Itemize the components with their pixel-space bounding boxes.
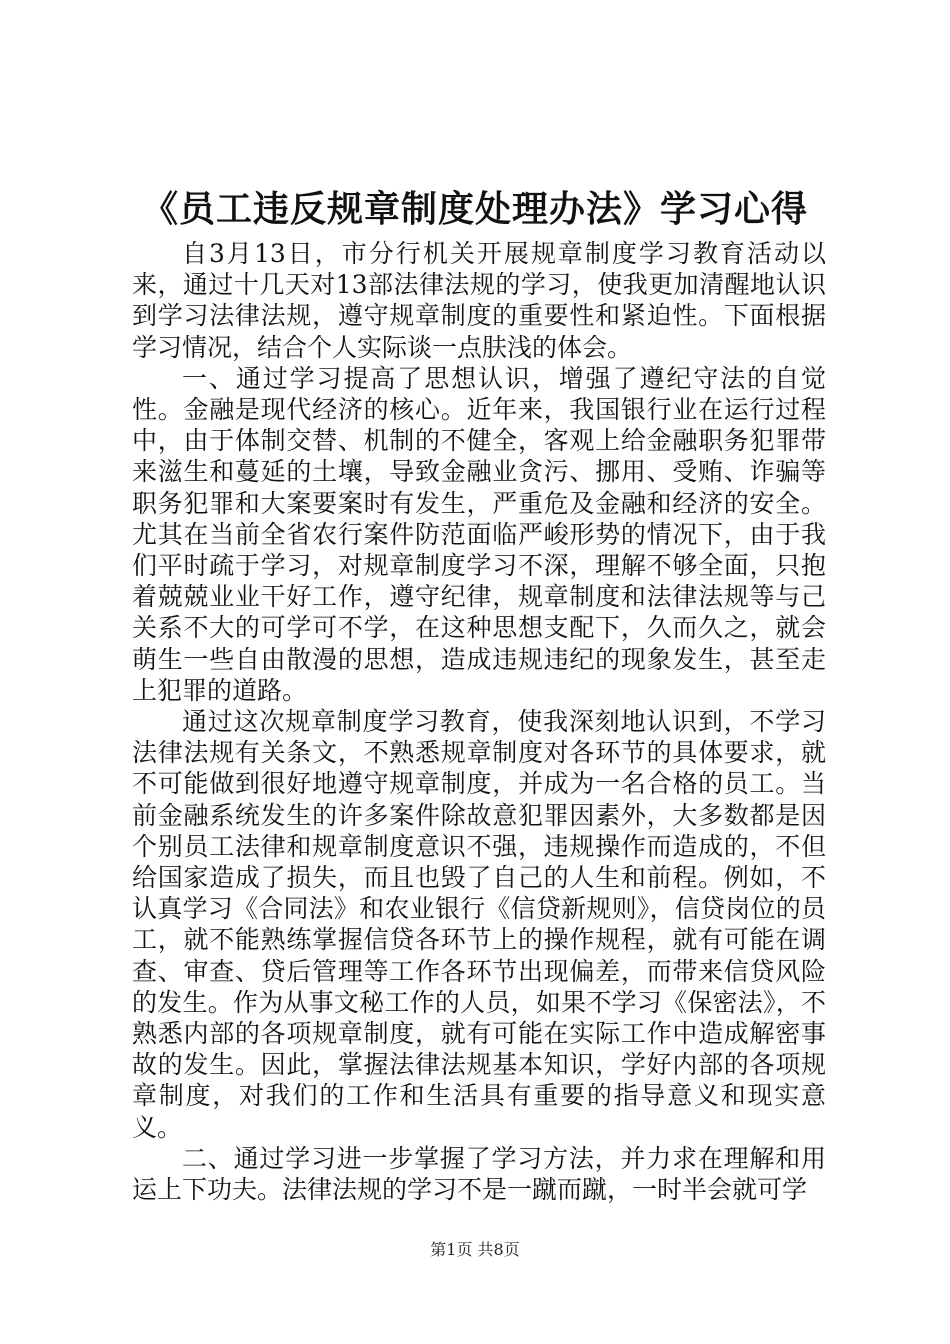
paragraph-section-one: 一、通过学习提高了思想认识，增强了遵纪守法的自觉性。金融是现代经济的核心。近年来，我国银行业在运行过程中，由于体制交替、机制的不健全，客观上给金融职务犯罪带来滋生和蔓延的土壤，导致金融业贪污、挪用、受贿、诈骗等职务犯罪和大案要案时有发生，严重危及金融和经济的安全。尤其在当前全省农行案件防范面临严峻形势的情况下，由于我们平时疏于学习，对规章制度学习不深，理解不够全面，只抱着兢兢业业干好工作，遵守纪律，规章制度和法律法规等与己关系不大的可学可不学，在这种思想支配下，久而久之，就会萌生一些自由散漫的思想，造成违规违纪的现象发生，甚至走上犯罪的道路。 [132, 363, 826, 705]
paragraph-intro: 自3月13日，市分行机关开展规章制度学习教育活动以来，通过十几天对13部法律法规的学习，使我更加清醒地认识到学习法律法规，遵守规章制度的重要性和紧迫性。下面根据学习情况，结合个人实际谈一点肤浅的体会。 [132, 239, 826, 362]
page-number-footer: 第1页 共8页 [430, 1240, 520, 1259]
paragraph-section-one-detail: 通过这次规章制度学习教育，使我深刻地认识到，不学习法律法规有关条文，不熟悉规章制度对各环节的具体要求，就不可能做到很好地遵守规章制度，并成为一名合格的员工。当前金融系统发生的许多案件除故意犯罪因素外，大多数都是因个别员工法律和规章制度意识不强，违规操作而造成的，不但给国家造成了损失，而且也毁了自己的人生和前程。例如，不认真学习《合同法》和农业银行《信贷新规则》，信贷岗位的员工，就不能熟练掌握信贷各环节上的操作规程，就有可能在调查、审查、贷后管理等工作各环节出现偏差，而带来信贷风险的发生。作为从事文秘工作的人员，如果不学习《保密法》，不熟悉内部的各项规章制度，就有可能在实际工作中造成解密事故的发生。因此，掌握法律法规基本知识，学好内部的各项规章制度，对我们的工作和生活具有重要的指导意义和现实意义。 [132, 707, 826, 1142]
document-title: 《员工违反规章制度处理办法》学习心得 [141, 188, 808, 230]
paragraph-section-two: 二、通过学习进一步掌握了学习方法，并力求在理解和用运上下功夫。法律法规的学习不是一蹴而蹴，一时半会就可学 [132, 1143, 826, 1205]
document-body [132, 238, 826, 1205]
